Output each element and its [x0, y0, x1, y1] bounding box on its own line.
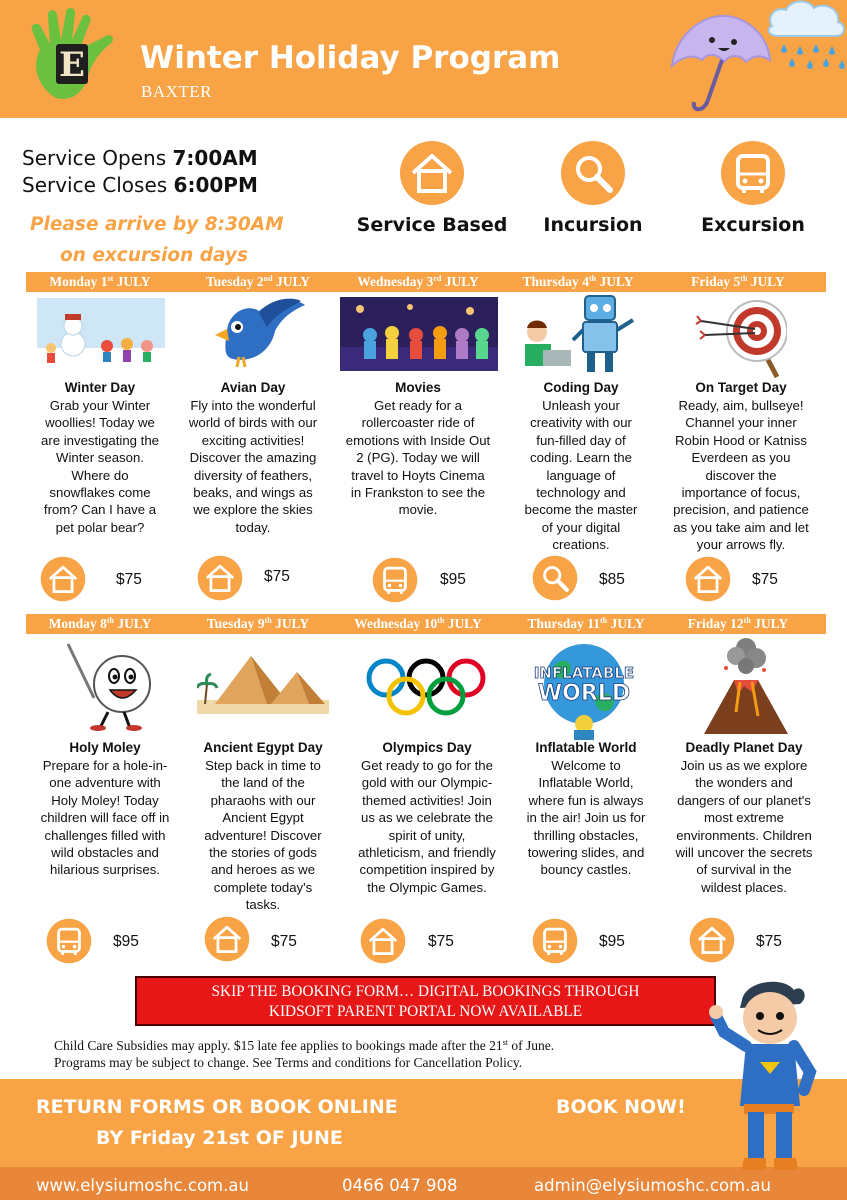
- price: $95: [599, 933, 625, 950]
- event-description: Step back in time to the land of the pharaohs with our Ancient Egypt adventure! Discover the stories of gods and heroes as we complete today's tasks.: [204, 758, 322, 913]
- event-description: Fly into the wonderful world of birds with our exciting activities! Discover the amazing diversity of feathers, beaks, and wings as we explore the skies today.: [188, 398, 318, 535]
- pyramids-picture: [197, 650, 329, 714]
- bullseye-target-picture: [695, 291, 787, 379]
- event-title: Olympics Day: [382, 740, 472, 755]
- magnifier-icon: [532, 555, 578, 601]
- day-header: Thursday 4th JULY: [522, 274, 634, 289]
- event-description: Welcome to Inflatable World, where fun is always in the air! Join us for thrilling obstacles, towering slides, and bouncy castles.: [526, 758, 646, 878]
- return-forms-line1: RETURN FORMS OR BOOK ONLINE: [36, 1096, 398, 1118]
- inflatable-logo-line1: INFLATABLE: [533, 664, 635, 682]
- arrive-note-line1: Please arrive by 8:30AM: [30, 214, 284, 235]
- blue-bird-picture: [197, 293, 309, 373]
- event-description: Get ready for a rollercoaster ride of emotions with Inside Out 2 (PG). Today we will travel to Hoyts Cinema in Frankston to see the movie.: [345, 398, 491, 518]
- robot-coding-picture: [521, 290, 643, 376]
- event-description: Prepare for a hole-in- one adventure with Holy Moley! Today children will face off in challenges filled with wild obstacles and hilarious surprises.: [40, 758, 170, 878]
- website-link[interactable]: www.elysiumoshc.com.au: [36, 1176, 249, 1195]
- price: $75: [271, 933, 297, 950]
- inflatable-logo-line2: WORLD: [537, 681, 631, 706]
- week2-day-bar: [26, 614, 826, 634]
- house-icon: [399, 140, 465, 206]
- bus-icon: [720, 140, 786, 206]
- magnifier-icon: [560, 140, 626, 206]
- return-forms-line2: BY Friday 21st OF JUNE: [96, 1127, 343, 1149]
- house-icon: [685, 556, 731, 602]
- service-closes: Service Closes 6:00PM: [22, 173, 258, 197]
- day-header: Wednesday 10th JULY: [354, 616, 482, 631]
- bus-icon: [372, 557, 418, 603]
- subsidy-note: Child Care Subsidies may apply. $15 late fee applies to bookings made after the 21st of June.: [54, 1038, 555, 1053]
- price: $95: [113, 933, 139, 950]
- price: $75: [264, 568, 290, 585]
- legend-incursion: Incursion: [543, 214, 643, 236]
- price: $95: [440, 571, 466, 588]
- event-description: Unleash your creativity with our fun-filled day of coding. Learn the language of technology and become the master of your digital creations.: [524, 398, 638, 553]
- snowman-picture: [37, 298, 165, 370]
- event-title: Coding Day: [543, 380, 619, 395]
- event-description: Ready, aim, bullseye! Channel your inner Robin Hood or Katniss Everdeen as you discover the importance of focus, precision, and patience as you take aim and let your arrows fly.: [673, 398, 809, 553]
- house-icon: [360, 918, 406, 964]
- page-title: Winter Holiday Program: [140, 40, 561, 76]
- day-header: Friday 12th JULY: [687, 616, 789, 631]
- legend-excursion: Excursion: [701, 214, 805, 236]
- inflatable-world-logo: [530, 634, 640, 742]
- house-icon: [204, 916, 250, 962]
- week1-day-bar: [26, 272, 826, 292]
- day-header: Thursday 11th JULY: [527, 616, 645, 631]
- event-description: Get ready to go for the gold with our Olympic- themed activities! Join us as we celebrate the spirit of unity, athleticism, and friendly competition inspired by the Olympic Games.: [358, 758, 496, 895]
- day-header: Monday 1st JULY: [49, 274, 151, 289]
- event-title: Holy Moley: [69, 740, 141, 755]
- logo-letter: E: [59, 45, 85, 85]
- price: $85: [599, 571, 625, 588]
- inside-out-movie-picture: [340, 297, 498, 371]
- location-subtitle: BAXTER: [141, 82, 212, 101]
- bus-icon: [46, 918, 92, 964]
- golf-ball-mascot-picture: [60, 640, 158, 732]
- legend-service-based: Service Based: [356, 214, 508, 236]
- event-description: Join us as we explore the wonders and dangers of our planet's most extreme environments. Children will uncover the secrets of survival in the wildest places.: [675, 758, 813, 895]
- olympic-rings-picture: [364, 656, 490, 718]
- event-title: On Target Day: [695, 380, 787, 395]
- day-header: Friday 5th JULY: [691, 274, 785, 289]
- rain-cloud-illustration: [764, 0, 847, 70]
- event-title: Ancient Egypt Day: [203, 740, 323, 755]
- event-title: Movies: [395, 380, 441, 395]
- superhero-mascot: [706, 976, 826, 1172]
- house-icon: [40, 556, 86, 602]
- event-title: Deadly Planet Day: [685, 740, 803, 755]
- price: $75: [428, 933, 454, 950]
- price: $75: [116, 571, 142, 588]
- email-link[interactable]: admin@elysiumoshc.com.au: [534, 1176, 771, 1195]
- program-change-note: Programs may be subject to change. See Terms and conditions for Cancellation Policy.: [54, 1055, 523, 1070]
- volcano-picture: [700, 634, 792, 738]
- umbrella-illustration: [664, 8, 776, 116]
- day-header: Wednesday 3rd JULY: [357, 274, 479, 289]
- house-icon: [197, 555, 243, 601]
- event-title: Winter Day: [64, 380, 136, 395]
- arrive-note-line2: on excursion days: [60, 245, 248, 266]
- price: $75: [756, 933, 782, 950]
- book-now-text[interactable]: BOOK NOW!: [556, 1096, 686, 1118]
- day-header: Monday 8th JULY: [48, 616, 152, 631]
- event-title: Inflatable World: [535, 740, 637, 755]
- booking-line2: KIDSOFT PARENT PORTAL NOW AVAILABLE: [268, 1003, 583, 1020]
- event-title: Avian Day: [220, 380, 286, 395]
- price: $75: [752, 571, 778, 588]
- kidsoft-booking-banner[interactable]: [135, 976, 716, 1026]
- event-description: Grab your Winter woollies! Today we are investigating the Winter season. Where do snowflakes come from? Can I have a pet polar bear?: [40, 398, 160, 535]
- house-icon: [689, 917, 735, 963]
- bus-icon: [532, 918, 578, 964]
- day-header: Tuesday 2nd JULY: [206, 274, 310, 289]
- day-header: Tuesday 9th JULY: [206, 616, 310, 631]
- service-opens: Service Opens 7:00AM: [22, 146, 258, 170]
- phone-number[interactable]: 0466 047 908: [342, 1176, 458, 1195]
- booking-line1: SKIP THE BOOKING FORM… DIGITAL BOOKINGS THROUGH: [211, 983, 640, 1000]
- handprint-logo: [26, 6, 122, 102]
